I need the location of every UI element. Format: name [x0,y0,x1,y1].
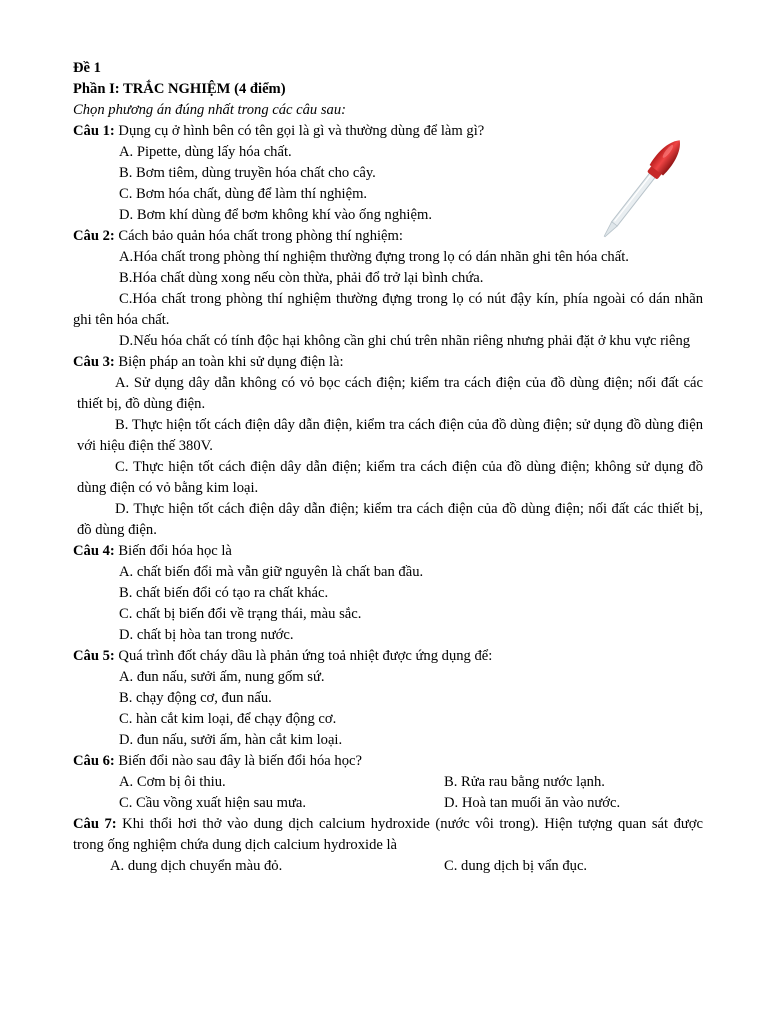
pipette-icon [590,128,706,248]
question-7 [73,814,703,856]
question-label: Câu 4: [73,543,115,559]
question-label: Câu 7: [73,816,117,832]
q4-option-a: A. chất biến đổi mà vẫn giữ nguyên là chất ban đầu. [119,564,424,580]
q1-option-a: A. Pipette, dùng lấy hóa chất. [119,144,292,160]
q2-option-d: D.Nếu hóa chất có tính độc hại không cần ghi chú trên nhãn riêng nhưng phải đặt ở khu vực riêng [119,333,691,349]
q3-option-a: A. Sử dụng dây dẫn không có vỏ bọc cách điện; kiểm tra cách điện của đồ dùng điện; nối đất các thiết bị, đồ dùng điện. [77,375,703,412]
part-title: Phần I: TRẮC NGHIỆM (4 điểm) [73,81,286,97]
q5-option-c: C. hàn cắt kim loại, để chạy động cơ. [119,711,337,727]
q1-option-b: B. Bơm tiêm, dùng truyền hóa chất cho cây. [119,165,376,181]
question-text: Khi thổi hơi thở vào dung dịch calcium hydroxide (nước vôi trong). Hiện tượng quan sát được trong ống nghiệm chứa dung dịch calcium hydroxide là [73,816,703,853]
question-text: Biến đổi nào sau đây là biến đổi hóa học? [114,753,362,769]
q3-option-c: C. Thực hiện tốt cách điện dây dẫn điện; kiểm tra cách điện của đồ dùng điện; không sử dụng đồ dùng điện có vỏ bằng kim loại. [77,459,703,496]
q2-option-c: C.Hóa chất trong phòng thí nghiệm thường đựng trong lọ có nút đậy kín, phía ngoài có dán nhãn ghi tên hóa chất. [73,291,703,328]
q1-option-d: D. Bơm khí dùng để bơm không khí vào ống nghiệm. [119,207,432,223]
question-text: Biện pháp an toàn khi sử dụng điện là: [114,354,344,370]
pipette-tube [611,171,657,227]
q7-option-a: A. dung dịch chuyển màu đỏ. [110,858,283,874]
q2-option-a: A.Hóa chất trong phòng thí nghiệm thường đựng trong lọ có dán nhãn ghi tên hóa chất. [119,249,629,265]
q4-option-d: D. chất bị hòa tan trong nước. [119,627,294,643]
q6-option-d: D. Hoà tan muối ăn vào nước. [444,795,621,811]
q3-option-d: D. Thực hiện tốt cách điện dây dẫn điện; kiểm tra cách điện của đồ dùng điện; nối đất các thiết bị, đồ dùng điện. [77,501,703,538]
q6-option-a: A. Cơm bị ôi thiu. [119,774,226,790]
q1-option-c: C. Bơm hóa chất, dùng để làm thí nghiệm. [119,186,368,202]
q4-option-c: C. chất bị biến đổi về trạng thái, màu sắc. [119,606,362,622]
instruction: Chọn phương án đúng nhất trong các câu sau: [73,102,347,118]
q4-option-b: B. chất biến đổi có tạo ra chất khác. [119,585,329,601]
question-3 [73,352,703,373]
q6-option-c: C. Cầu vồng xuất hiện sau mưa. [119,795,307,811]
question-label: Câu 6: [73,753,115,769]
question-text: Cách bảo quản hóa chất trong phòng thí nghiệm: [114,228,403,244]
q7-option-c: C. dung dịch bị vẩn đục. [444,858,588,874]
question-text: Quá trình đốt cháy dầu là phản ứng toả nhiệt được ứng dụng để: [114,648,493,664]
question-6 [73,751,703,772]
q6-option-b: B. Rửa rau bằng nước lạnh. [444,774,605,790]
q5-option-a: A. đun nấu, sưởi ấm, nung gốm sứ. [119,669,325,685]
question-4 [73,541,703,562]
question-label: Câu 2: [73,228,115,244]
q3-option-b: B. Thực hiện tốt cách điện dây dẫn điện, kiểm tra cách điện của đồ dùng điện; sử dụng đồ dùng điện với hiệu điện thế 380V. [77,417,703,454]
q5-option-b: B. chạy động cơ, đun nấu. [119,690,272,706]
question-label: Câu 3: [73,354,115,370]
question-text: Biến đổi hóa học là [114,543,232,559]
question-text: Dụng cụ ở hình bên có tên gọi là gì và thường dùng để làm gì? [114,123,485,139]
q5-option-d: D. đun nấu, sưởi ấm, hàn cắt kim loại. [119,732,343,748]
question-5 [73,646,703,667]
exam-number: Đề 1 [73,60,101,76]
question-label: Câu 5: [73,648,115,664]
question-label: Câu 1: [73,123,115,139]
q2-option-b: B.Hóa chất dùng xong nếu còn thừa, phải đổ trở lại bình chứa. [119,270,484,286]
